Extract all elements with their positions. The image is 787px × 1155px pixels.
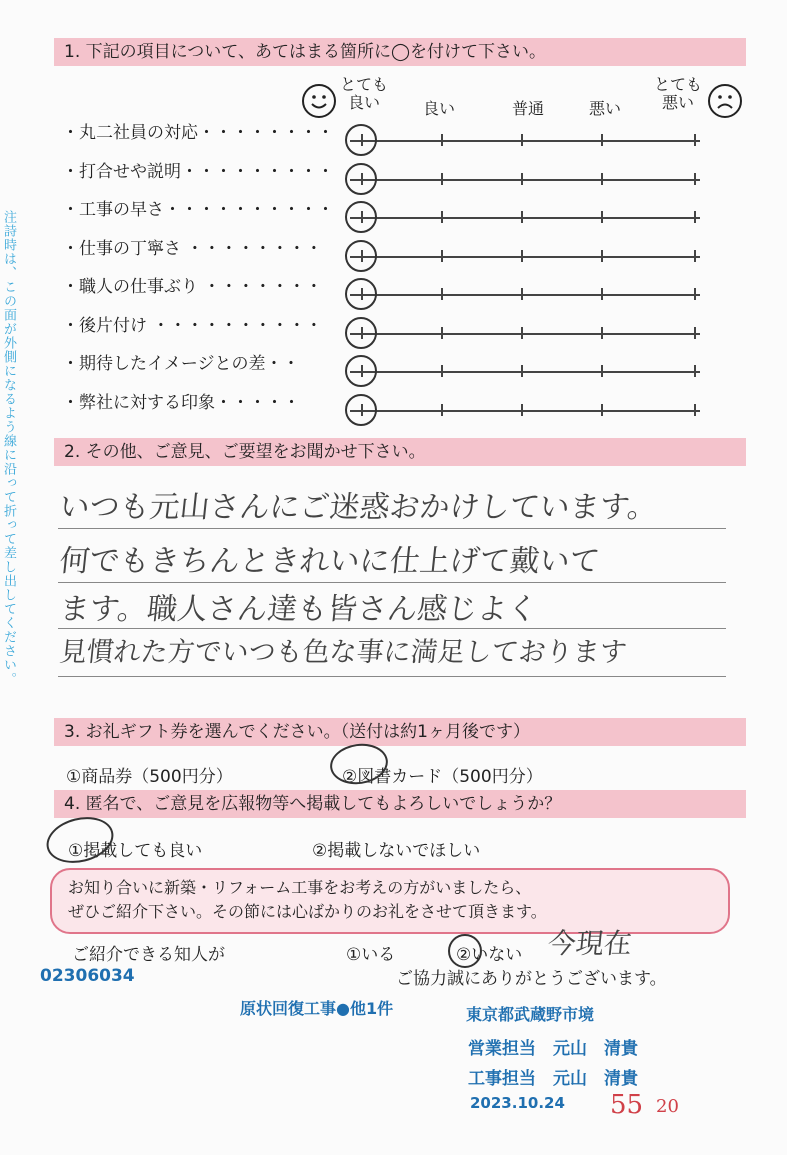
- rating-item-label: ・期待したイメージとの差・・: [62, 354, 300, 374]
- handwritten-red-number: 55: [610, 1090, 644, 1120]
- rating-tick: [521, 365, 523, 377]
- section4-title: 4. 匿名で、ご意見を広報物等へ掲載してもよろしいでしょうか？: [54, 790, 746, 818]
- job-location: 東京都武蔵野市境: [466, 1005, 595, 1024]
- rating-item-label: ・仕事の丁寧さ ・・・・・・・・: [62, 239, 323, 259]
- publish-option-ok: ①掲載しても良い: [68, 841, 203, 861]
- handwritten-comment-line: 何でもきちんときれいに仕上げて戴いて: [57, 544, 602, 579]
- selection-circle-mark: [345, 124, 377, 156]
- handwritten-red-number-small: 20: [656, 1096, 679, 1117]
- comment-line: [58, 528, 726, 529]
- comment-line: [58, 676, 726, 677]
- referral-option-no: ②いない: [456, 945, 523, 965]
- frown-face-icon: [708, 84, 742, 118]
- rating-scale-line: [350, 410, 700, 412]
- rating-tick: [441, 211, 443, 223]
- selection-circle-mark: [345, 355, 377, 387]
- rating-tick: [694, 365, 696, 377]
- handwritten-comment-line: いつも元山さんにご迷惑おかけしています。: [57, 490, 660, 525]
- rating-scale-line: [350, 371, 700, 373]
- selection-circle-mark: [345, 278, 377, 310]
- thanks-message: ご協力誠にありがとうございます。: [396, 969, 667, 989]
- rating-scale-line: [350, 256, 700, 258]
- rating-item-label: ・職人の仕事ぶり ・・・・・・・: [62, 277, 323, 297]
- rating-tick: [694, 288, 696, 300]
- selection-circle-mark: [345, 394, 377, 426]
- section3-title: 3. お礼ギフト券を選んでください。（送付は約1ヶ月後です）: [54, 718, 746, 746]
- rating-scale-line: [350, 217, 700, 219]
- rating-scale-line: [350, 179, 700, 181]
- construction-staff: 工事担当 元山 清貴: [468, 1069, 638, 1089]
- rating-item-label: ・後片付け ・・・・・・・・・・: [62, 316, 323, 336]
- rating-tick: [521, 288, 523, 300]
- rating-item-label: ・丸二社員の対応・・・・・・・・: [62, 123, 334, 143]
- scale-very-good: とても良い: [339, 75, 388, 112]
- comment-line: [58, 628, 726, 629]
- rating-item-label: ・打合せや説明・・・・・・・・・: [62, 162, 334, 182]
- rating-tick: [521, 250, 523, 262]
- job-type: 原状回復工事●他1件: [240, 999, 394, 1018]
- scale-very-bad: とても悪い: [653, 75, 702, 112]
- handwritten-comment-line: ます。職人さん達も皆さん感じよく: [57, 592, 540, 627]
- smile-face-icon: [302, 84, 336, 118]
- selection-circle-mark: [448, 934, 482, 968]
- rating-scale-line: [350, 140, 700, 142]
- rating-tick: [694, 327, 696, 339]
- rating-tick: [601, 134, 603, 146]
- rating-tick: [521, 327, 523, 339]
- rating-tick: [521, 211, 523, 223]
- rating-tick: [441, 173, 443, 185]
- section2-title: 2. その他、ご意見、ご要望をお聞かせ下さい。: [54, 438, 746, 466]
- gift-option-product: ①商品券（500円分）: [66, 767, 233, 787]
- rating-tick: [441, 288, 443, 300]
- section1-title: 1. 下記の項目について、あてはまる箇所に◯を付けて下さい。: [54, 38, 746, 66]
- rating-tick: [521, 173, 523, 185]
- handwritten-note: 今現在: [546, 927, 634, 960]
- scale-good: 良い: [422, 99, 455, 118]
- scale-bad: 悪い: [588, 99, 621, 118]
- rating-tick: [601, 404, 603, 416]
- rating-tick: [441, 250, 443, 262]
- rating-tick: [521, 404, 523, 416]
- order-code: 02306034: [40, 966, 135, 986]
- rating-tick: [441, 365, 443, 377]
- selection-circle-mark: [345, 163, 377, 195]
- scale-normal: 普通: [511, 99, 544, 118]
- selection-circle-mark: [345, 317, 377, 349]
- rating-tick: [601, 365, 603, 377]
- referral-line1: お知り合いに新築・リフォーム工事をお考えの方がいましたら、: [68, 878, 532, 897]
- rating-tick: [601, 288, 603, 300]
- rating-tick: [441, 134, 443, 146]
- selection-circle-mark: [345, 240, 377, 272]
- fold-instruction-note: 注詩時は、この面が外側になるよう線に沿って折って差し出してください。: [1, 210, 16, 686]
- handwritten-comment-line: 見慣れた方でいつも色な事に満足しております: [58, 637, 629, 668]
- gift-option-book-card: ②図書カード（500円分）: [342, 767, 543, 787]
- rating-scale-line: [350, 294, 700, 296]
- rating-tick: [694, 250, 696, 262]
- rating-tick: [694, 173, 696, 185]
- referral-question: ご紹介できる知人が: [72, 945, 225, 965]
- stamp-date: 2023.10.24: [470, 1094, 565, 1112]
- referral-line2: ぜひご紹介下さい。その節には心ばかりのお礼をさせて頂きます。: [68, 902, 547, 921]
- rating-scale-line: [350, 333, 700, 335]
- selection-circle-mark: [345, 201, 377, 233]
- rating-tick: [601, 211, 603, 223]
- rating-item-label: ・工事の早さ・・・・・・・・・・: [62, 200, 334, 220]
- comment-line: [58, 582, 726, 583]
- rating-tick: [441, 404, 443, 416]
- rating-tick: [601, 250, 603, 262]
- rating-tick: [521, 134, 523, 146]
- publish-option-ng: ②掲載しないでほしい: [312, 841, 481, 861]
- rating-tick: [441, 327, 443, 339]
- referral-option-yes: ①いる: [346, 945, 396, 965]
- sales-staff: 営業担当 元山 清貴: [468, 1039, 638, 1059]
- rating-tick: [601, 173, 603, 185]
- rating-item-label: ・弊社に対する印象・・・・・: [62, 393, 300, 413]
- rating-tick: [694, 134, 696, 146]
- rating-tick: [601, 327, 603, 339]
- rating-tick: [694, 404, 696, 416]
- rating-tick: [694, 211, 696, 223]
